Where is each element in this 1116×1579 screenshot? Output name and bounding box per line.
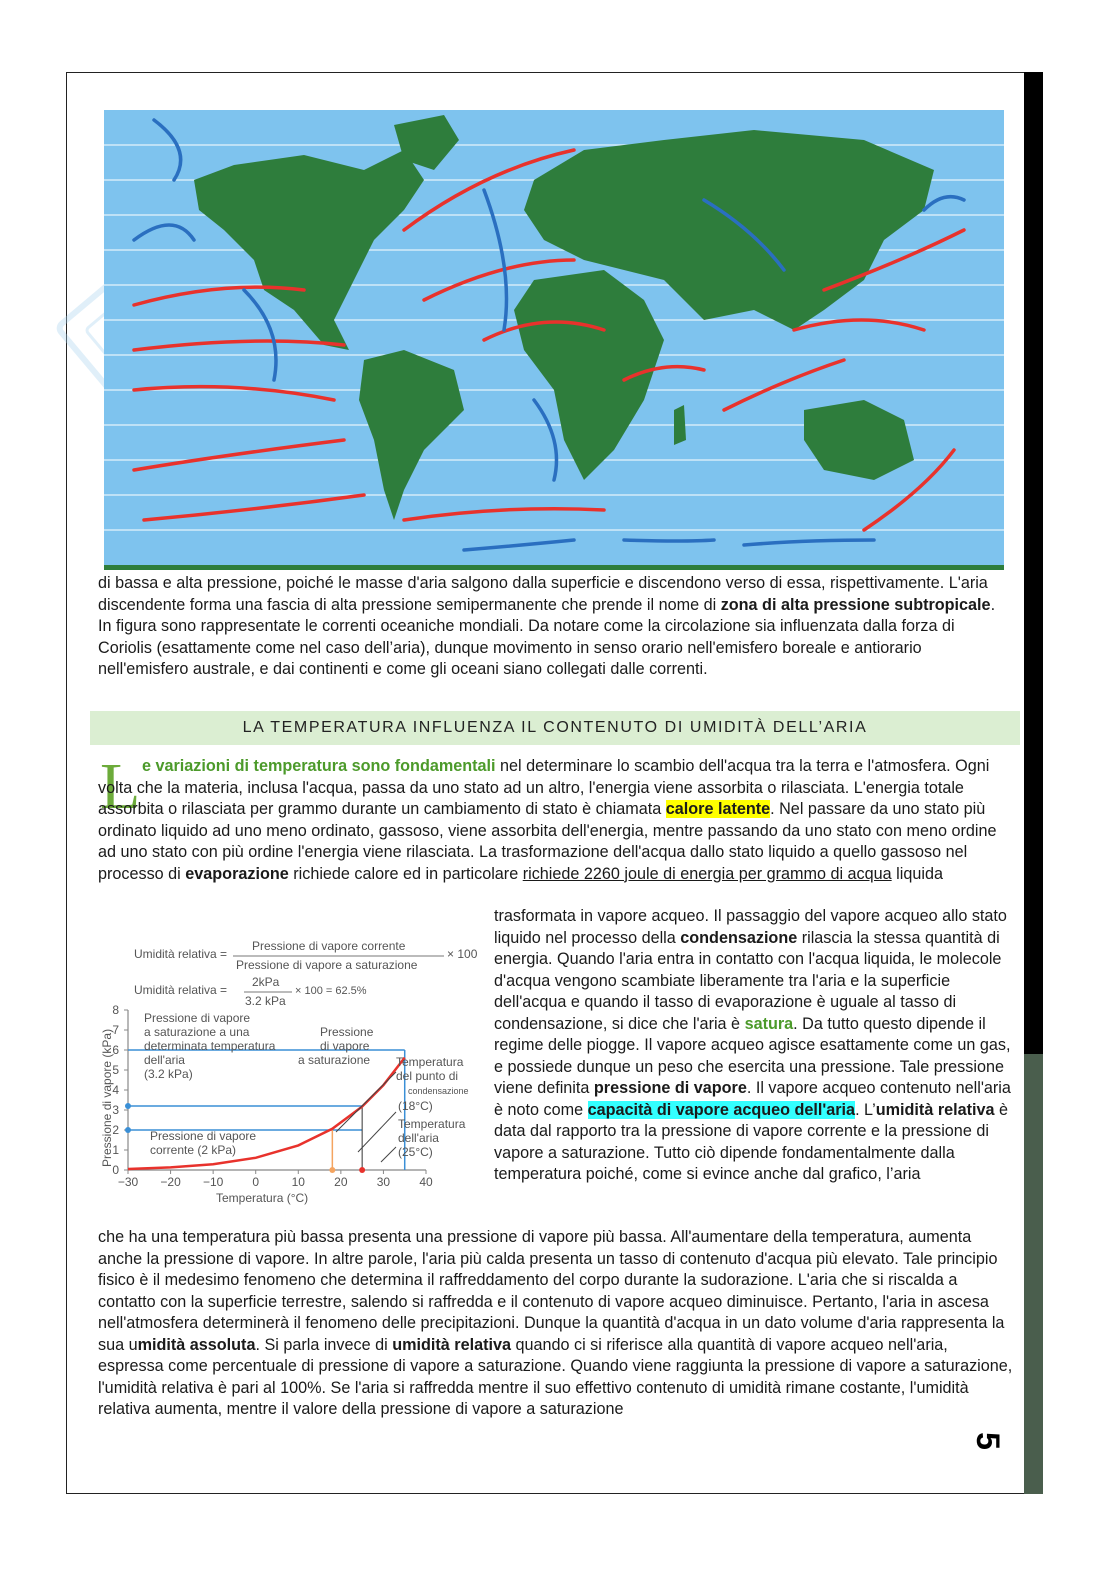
x-axis-label: Temperatura (°C) bbox=[216, 1191, 309, 1205]
madagascar bbox=[674, 405, 686, 445]
ocean-currents-map bbox=[104, 110, 1004, 570]
chart-annotations bbox=[144, 1011, 469, 1159]
side-bar-bottom bbox=[1024, 1054, 1043, 1494]
formula1-numerator: Pressione di vapore corrente bbox=[252, 939, 406, 953]
annotation-dew-4: (18°C) bbox=[398, 1099, 433, 1113]
annotation-curve-2: di vapore bbox=[320, 1039, 370, 1053]
y-tick-label: 2 bbox=[112, 1123, 119, 1137]
annotation-air-3: (25°C) bbox=[398, 1145, 433, 1159]
x-ticks bbox=[118, 1170, 433, 1189]
annotation-sat-4: dell'aria bbox=[144, 1053, 185, 1067]
paragraph-condensation: trasformata in vapore acqueo. Il passaggio del vapore acqueo allo stato liquido nel processo della condensazione rilascia la stessa quantità di energia. Quando l'aria entra in contatto con l'acqua liquida, le molecole d'acqua vengono scambiate liberamente tra l'aria e la superficie dell'acqua e quando il tasso di evaporazione è uguale al tasso di condensazione, si dice che l'aria è satura. Da tutto questo dipende il regime delle piogge. Il vapore acqueo agisce esattamente come un gas, e possiede dunque un peso che esercita una pressione. Tale pressione viene definita pressione di vapore. Il vapore acqueo contenuto nell'aria è noto come capacità di vapore acqueo dell'aria. L’umidità relativa è data dal rapporto tra la pressione di vapore corrente e la pressione di vapore a saturazione. Tutto ciò dipende fondamentalmente dalla temperatura poiché, come si evince anche dal grafico, l’aria bbox=[494, 907, 1011, 1183]
annotation-sat-2: a saturazione a una bbox=[144, 1025, 250, 1039]
y-tick-label: 7 bbox=[112, 1023, 119, 1037]
antarctica bbox=[104, 565, 1004, 570]
annotation-current-2: corrente (2 kPa) bbox=[150, 1143, 237, 1157]
saturation-point bbox=[125, 1103, 131, 1109]
y-tick-label: 5 bbox=[112, 1063, 119, 1077]
x-tick-label: −20 bbox=[160, 1175, 181, 1189]
x-tick-label: 0 bbox=[252, 1175, 260, 1189]
diagonal-pointers bbox=[336, 1072, 396, 1162]
annotation-sat-1: Pressione di vapore bbox=[144, 1011, 251, 1025]
paragraph-currents: di bassa e alta pressione, poiché le masse d'aria salgono dalla superficie e discendono verso di essa, rispettivamente. L'aria discendente forma una fascia di alta pressione semipermanente che prende il nome di zona di alta pressione subtropicale. In figura sono rappresentate le correnti oceaniche mondiali. Da notare come la circolazione sia influenzata dalla forza di Coriolis (esattamente come nel caso dell’aria), dunque movimento in senso orario nell'emisfero boreale e antiorario nell'emisfero australe, e dai continenti e come gli oceani siano collegati dalle correnti. bbox=[98, 574, 996, 678]
pointer-line bbox=[381, 1147, 396, 1162]
air-temp-marker bbox=[359, 1167, 365, 1173]
pointer-line bbox=[336, 1072, 396, 1132]
annotation-curve-1: Pressione bbox=[320, 1025, 374, 1039]
annotation-sat-5: (3.2 kPa) bbox=[144, 1067, 193, 1081]
annotation-current-1: Pressione di vapore bbox=[150, 1129, 257, 1143]
annotation-curve-3: a saturazione bbox=[298, 1053, 371, 1067]
y-ticks bbox=[112, 1003, 128, 1177]
formula1-right: × 100 bbox=[447, 947, 478, 961]
y-tick-label: 0 bbox=[112, 1163, 119, 1177]
y-tick-label: 8 bbox=[112, 1003, 119, 1017]
x-tick-label: 10 bbox=[291, 1175, 305, 1189]
side-bar-top bbox=[1024, 72, 1043, 1054]
paragraph-humidity: che ha una temperatura più bassa presenta una pressione di vapore più bassa. All'aumentare della temperatura, aumenta anche la pressione di vapore. In altre parole, l'aria più calda presenta un tasso di contenuto d'acqua più elevato. Tale principio fisico è il medesimo fenomeno che determina il raffreddamento del corpo durante la sudorazione. L'aria che si riscalda a contatto con la superficie terrestre, salendo si raffredda e il contenuto di vapore acqueo diminuisce. Pertanto, l'aria in ascesa nell'atmosfera determinerà il fenomeno delle precipitazioni. Dunque la quantità d'acqua in un dato volume d'aria rappresenta la sua umidità assoluta. Si parla invece di umidità relativa quando ci si riferisce alla quantità di vapore acqueo nell'aria, espressa come percentuale di pressione di vapore a saturazione. Quando viene raggiunta la pressione di vapore a saturazione, l'umidità relativa è pari al 100%. Se l'aria si raffredda mentre il suo effettivo contenuto di umidità rimane costante, l'umidità relativa aumenta, mentre il valore della pressione di vapore a saturazione bbox=[98, 1228, 1013, 1418]
pointer-line bbox=[358, 1112, 396, 1152]
y-tick-label: 6 bbox=[112, 1043, 119, 1057]
page-number: 5 bbox=[970, 1432, 1006, 1450]
formula2-numerator: 2kPa bbox=[252, 975, 280, 989]
formula2-denominator: 3.2 kPa bbox=[245, 994, 286, 1008]
x-tick-label: −10 bbox=[202, 1175, 224, 1189]
annotation-dew-3: condensazione bbox=[408, 1086, 469, 1096]
annotation-air-1: Temperatura bbox=[398, 1117, 466, 1131]
x-tick-label: 40 bbox=[419, 1175, 433, 1189]
y-tick-label: 3 bbox=[112, 1103, 119, 1117]
formula1-left: Umidità relativa = bbox=[134, 947, 228, 961]
paragraph-temperature: e variazioni di temperatura sono fondamentali nel determinare lo scambio dell'acqua tra la terra e l'atmosfera. Ogni volta che la materia, inclusa l'acqua, passa da uno stato ad un altro, l'energia viene assorbita o rilasciata. L'energia totale assorbita o rilasciata per grammo durante un cambiamento di stato è chiamata calore latente. Nel passare da uno stato più ordinato liquido ad uno meno ordinato, gassoso, viene assorbita dell'energia, mentre passando da uno stato con meno ordine ad uno stato con più ordine l'energia viene rilasciata. La trasformazione dell'acqua dallo stato liquido a quello gassoso nel processo di evaporazione richiede calore ed in particolare richiede 2260 joule di energia per grammo di acqua liquida bbox=[98, 757, 997, 883]
y-axis-label: Pressione di vapore (kPa) bbox=[100, 1028, 114, 1167]
x-tick-label: 30 bbox=[376, 1175, 391, 1189]
section-heading: LA TEMPERATURA INFLUENZA IL CONTENUTO DI UMIDITÀ DELL’ARIA bbox=[90, 711, 1020, 745]
current-pressure-point bbox=[125, 1127, 131, 1133]
formula1-denominator: Pressione di vapore a saturazione bbox=[236, 958, 418, 972]
annotation-dew-1: Temperatura bbox=[396, 1055, 464, 1069]
annotation-sat-3: determinata temperatura bbox=[144, 1039, 276, 1053]
dew-point-marker bbox=[329, 1167, 335, 1173]
x-tick-label: −30 bbox=[117, 1175, 139, 1189]
x-tick-label: 20 bbox=[334, 1175, 348, 1189]
drop-cap: L bbox=[100, 750, 141, 823]
y-tick-label: 1 bbox=[112, 1143, 119, 1157]
annotation-dew-2: del punto di bbox=[396, 1069, 459, 1083]
y-tick-label: 4 bbox=[112, 1083, 119, 1097]
formula2-right: × 100 = 62.5% bbox=[295, 985, 367, 997]
annotation-air-2: dell'aria bbox=[398, 1131, 439, 1145]
formula2-left: Umidità relativa = bbox=[134, 983, 228, 997]
vapor-pressure-chart bbox=[96, 932, 486, 1212]
